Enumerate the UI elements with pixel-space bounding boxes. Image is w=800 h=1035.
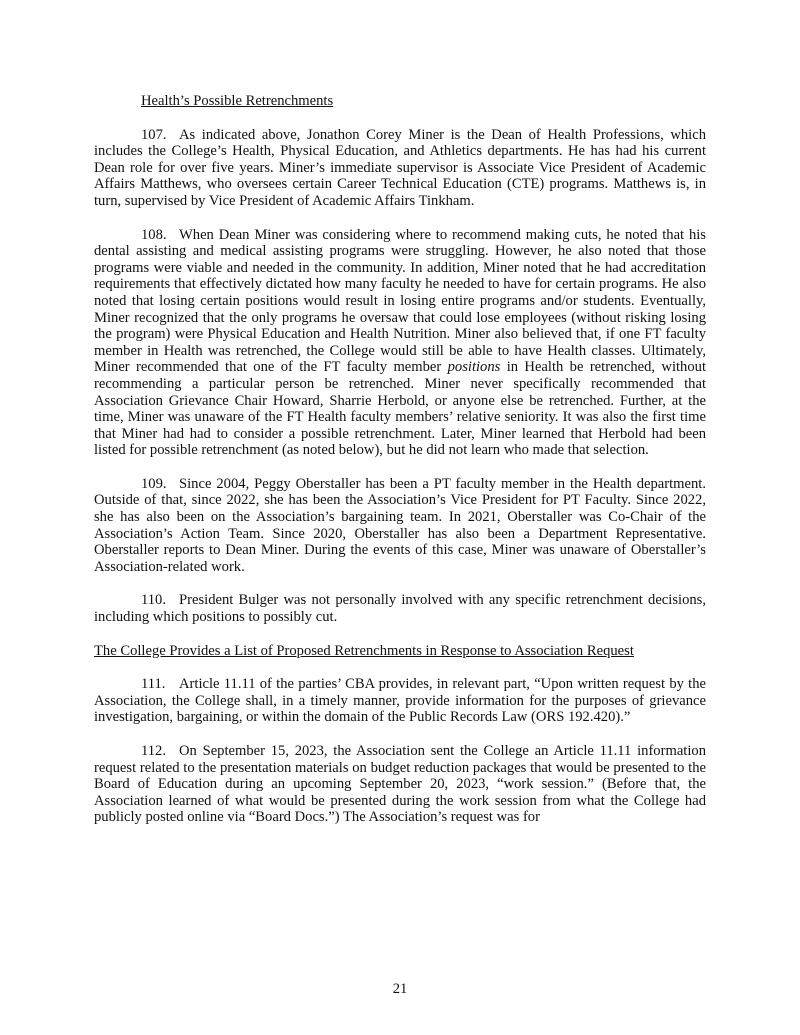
paragraph-text-part-b: in Health be retrenched, without recommending a particular person be retrenched. Miner never specifically recommended that Association Grievance Chair Howard, Sharrie Herbold, or anyone else be retrenched. Further, at the time, Miner was unaware of the FT Health faculty members’ relative seniority. It was also the first time that Miner had had to consider a possible retrenchment. Later, Miner learned that Herbold had been listed for possible retrenchment (as noted below), but he did not learn who made that selection. [94, 359, 706, 459]
paragraph-110 [94, 592, 706, 625]
paragraph-number: 108. [141, 226, 167, 243]
paragraph-text: On September 15, 2023, the Association sent the College an Article 11.11 information request related to the presentation materials on budget reduction packages that would be presented to the Board of Education during an upcoming September 20, 2023, “work session.” (Before that, the Association learned of what would be presented during the work session from what the College had publicly posted online via “Board Docs.”) The Association’s request was for [94, 743, 706, 826]
paragraph-number: 107. [141, 126, 167, 143]
paragraph-109 [94, 476, 706, 576]
paragraph-number: 111. [141, 676, 166, 693]
paragraph-112 [94, 743, 706, 826]
section-heading-health-retrenchments: Health’s Possible Retrenchments [141, 93, 334, 109]
paragraph-text: Article 11.11 of the parties’ CBA provides, in relevant part, “Upon written request by the Association, the College shall, in a timely manner, provide information for the purposes of grievance investigation, bargaining, or within the domain of the Public Records Law (ORS 192.420).” [94, 676, 706, 726]
document-page [94, 93, 706, 843]
paragraph-number: 110. [141, 592, 166, 609]
paragraph-number: 109. [141, 475, 167, 492]
paragraph-111 [94, 676, 706, 726]
paragraph-108 [94, 227, 706, 459]
paragraph-107 [94, 127, 706, 210]
paragraph-text: President Bulger was not personally involved with any specific retrenchment decisions, including which positions to possibly cut. [94, 592, 706, 626]
paragraph-text-part-a: When Dean Miner was considering where to recommend making cuts, he noted that his dental assisting and medical assisting programs were struggling. However, he also noted that those programs were viable and needed in the community. In addition, Miner noted that he had accreditation requirements that effectively dictated how many faculty he needed to have for certain programs. He also noted that losing certain positions would result in losing entire programs and/or students. Eventually, Miner recognized that the only programs he oversaw that could lose employees (without risking losing the program) were Physical Education and Health Nutrition. Miner also believed that, if one FT faculty member in Health was retrenched, the College would still be able to have Health classes. Ultimately, Miner recommended that one of the FT faculty member [94, 226, 706, 376]
paragraph-text-emphasis: positions [447, 359, 501, 376]
section-heading-list-of-retrenchments: The College Provides a List of Proposed Retrenchments in Response to Association Request [94, 642, 634, 659]
page-number: 21 [392, 981, 408, 997]
paragraph-number: 112. [141, 743, 166, 759]
paragraph-text: Since 2004, Peggy Oberstaller has been a PT faculty member in the Health department. Outside of that, since 2022, she has been the Association’s Vice President for PT Faculty. Since 2022, she has also been on the Association’s bargaining team. In 2021, Oberstaller was Co-Chair of the Association’s Action Team. Since 2020, Oberstaller has also been a Department Representative. Oberstaller reports to Dean Miner. During the events of this case, Miner was unaware of Oberstaller’s Association-related work. [94, 475, 706, 575]
paragraph-text: As indicated above, Jonathon Corey Miner is the Dean of Health Professions, which includes the College’s Health, Physical Education, and Athletics departments. He has had his current Dean role for over five years. Miner’s immediate supervisor is Associate Vice President of Academic Affairs Matthews, who oversees certain Career Technical Education (CTE) programs. Matthews is, in turn, supervised by Vice President of Academic Affairs Tinkham. [94, 126, 706, 209]
